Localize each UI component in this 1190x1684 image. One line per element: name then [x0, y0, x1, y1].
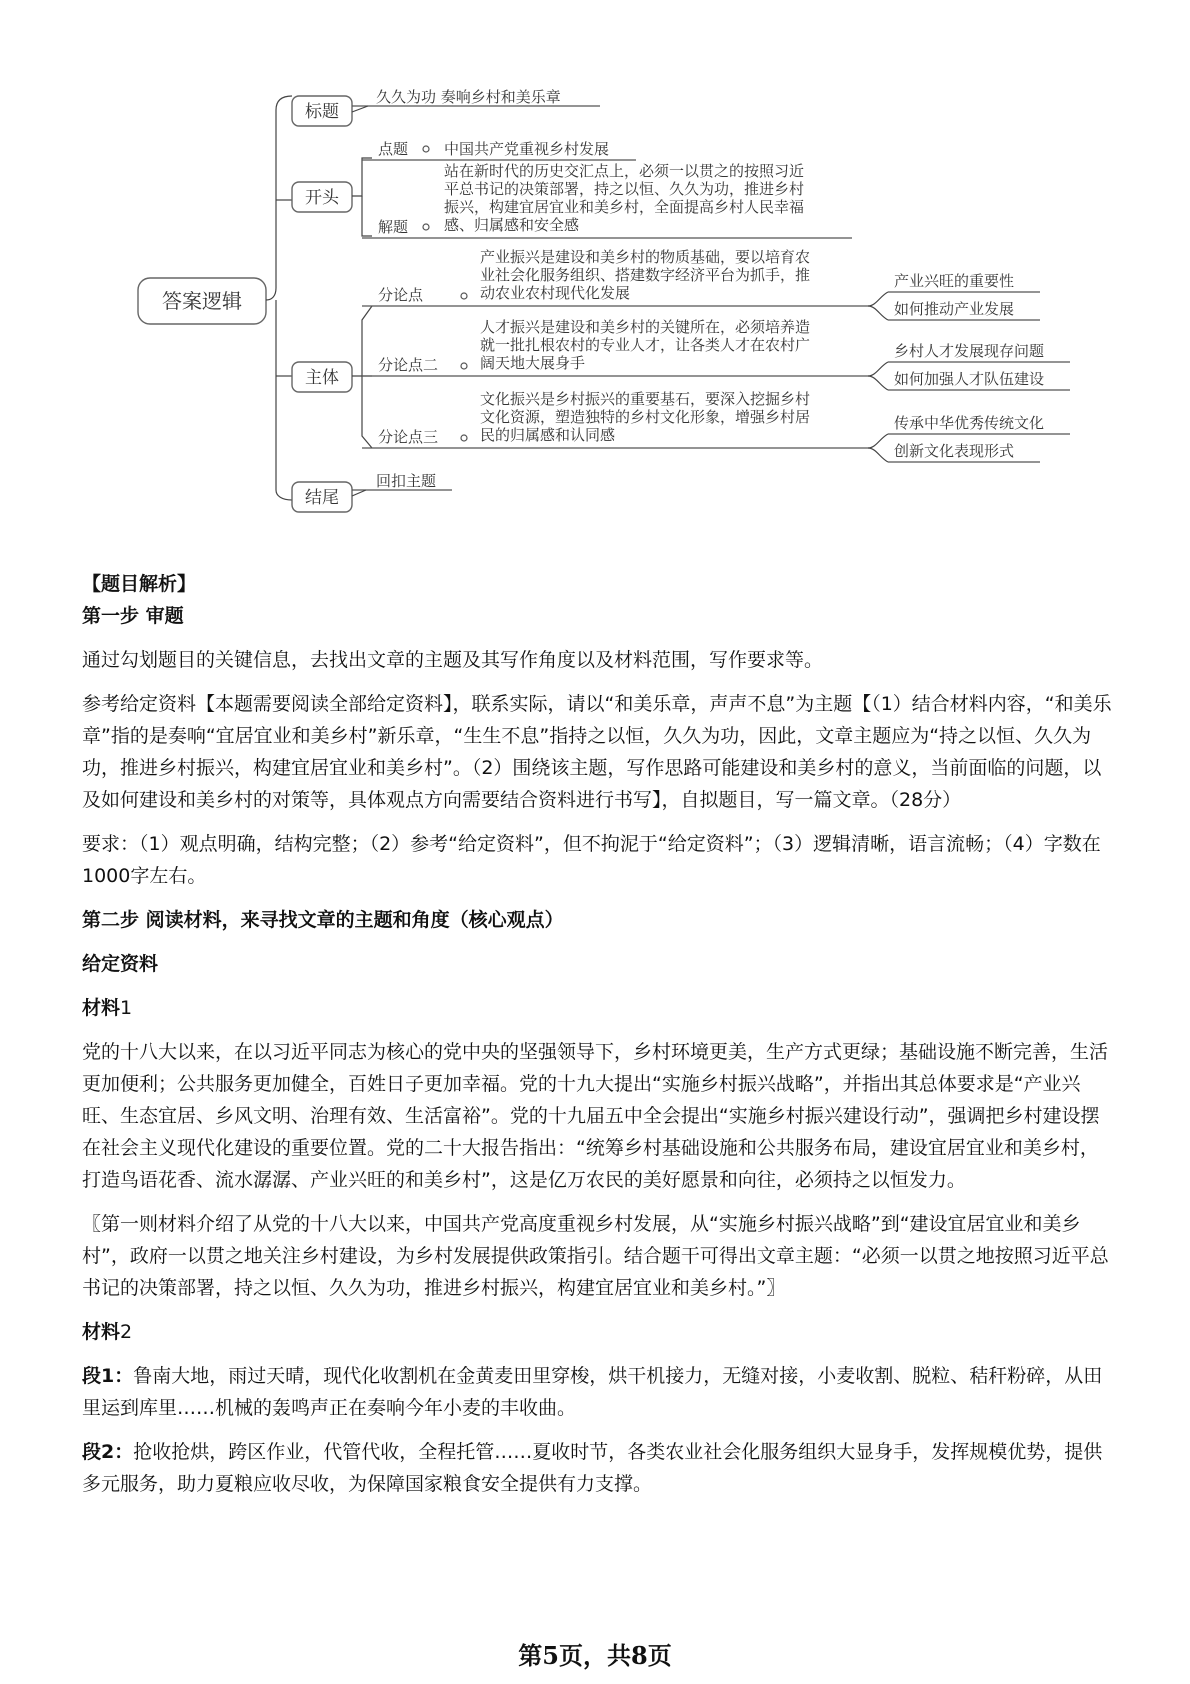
material2-heading-number: 2	[120, 1321, 133, 1343]
point2-leaf-connector-2	[868, 376, 888, 390]
body-connector-3	[362, 376, 372, 448]
explain-dot	[423, 224, 429, 230]
step1-text: 通过勾划题目的关键信息，去找出文章的主题及其写作角度以及材料范围，写作要求等。	[82, 649, 824, 671]
leaf-3b: 创新文化表现形式	[894, 442, 1015, 460]
material2-heading-word: 材料	[82, 1321, 121, 1343]
explain-line-3: 振兴，构建宜居宜业和美乡村，全面提高乡村人民幸福	[444, 198, 805, 216]
point2-line-1: 人才振兴是建设和美乡村的关键所在，必须培养造	[480, 318, 811, 336]
title-link	[352, 106, 368, 112]
given-materials-heading: 给定资料	[82, 953, 159, 975]
body-connector-1	[352, 306, 372, 376]
point-dot	[423, 146, 429, 152]
explain-text	[444, 162, 804, 234]
material2-paragraph-2	[82, 1436, 1112, 1500]
ending-text: 回扣主题	[376, 472, 437, 490]
leaf-2a: 乡村人才发展现存问题	[894, 342, 1045, 360]
point3-line-1: 文化振兴是乡村振兴的重要基石，要深入挖掘乡村	[480, 390, 811, 408]
material1-heading	[82, 992, 1112, 1024]
opening-connector-explain	[362, 196, 372, 236]
material1-heading-word: 材料	[82, 997, 121, 1019]
point3-line-2: 文化资源，塑造独特的乡村文化形象，增强乡村居	[480, 408, 811, 426]
paragraph-2-text: 抢收抢烘，跨区作业，代管代收，全程托管……夏收时节，各类农业社会化服务组织大显身手，发挥规模优势，提供多元服务，助力夏粮应收尽收，为保障国家粮食安全提供有力支撑。	[82, 1441, 1103, 1495]
point1-line-1: 产业振兴是建设和美乡村的物质基础，要以培育农	[480, 248, 811, 266]
leaf-3a: 传承中华优秀传统文化	[894, 414, 1045, 432]
point1-line-3: 动农业农村现代化发展	[480, 284, 631, 302]
explain-line-2: 平总书记的决策部署，持之以恒、久久为功，推进乡村	[444, 180, 805, 198]
explain-line-1: 站在新时代的历史交汇点上，必须一以贯之的按照习近	[444, 162, 805, 180]
reference-paragraph: 参考给定资料【本题需要阅读全部给定资料】，联系实际，请以“和美乐章，声声不息”为主题【（1）结合材料内容，“和美乐章”指的是奏响“宜居宜业和美乡村”新乐章，“生生不息”指持之以恒，久久为功，因此，文章主题应为“持之以恒、久久为功，推进乡村振兴，构建宜居宜业和美乡村”。（2）围绕该主题，写作思路可能建设和美乡村的意义，当前面临的问题，以及如何建设和美乡村的对策等，具体观点方向需要结合资料进行书写】，自拟题目，写一篇文章。（28分）	[82, 693, 1112, 811]
step2-heading: 第二步 阅读材料，来寻找文章的主题和角度（核心观点）	[82, 909, 564, 931]
point1-leaf-connector-1	[868, 292, 888, 306]
title-text: 久久为功 奏响乡村和美乐章	[376, 88, 561, 106]
point3-dot	[461, 435, 467, 441]
paragraph-2-label: 段2：	[82, 1441, 134, 1463]
point3-leaf-connector-1	[868, 434, 888, 448]
material1-heading-number: 1	[120, 997, 133, 1019]
analysis-content	[82, 568, 1112, 1500]
point-text: 中国共产党重视乡村发展	[444, 140, 610, 158]
point3-line-3: 民的归属感和认同感	[480, 426, 616, 444]
requirements-paragraph: 要求：（1）观点明确，结构完整；（2）参考“给定资料”，但不拘泥于“给定资料”；（3）逻辑清晰，语言流畅；（4）字数在1000字左右。	[82, 833, 1101, 887]
leaf-1b: 如何推动产业发展	[894, 300, 1015, 318]
point2-dot	[461, 363, 467, 369]
connector-ending	[276, 300, 292, 500]
material1-note: 〖第一则材料介绍了从党的十八大以来，中国共产党高度重视乡村发展，从“实施乡村振兴战略”到“建设宜居宜业和美乡村”，政府一以贯之地关注乡村建设，为乡村发展提供政策指引。结合题干可得出文章主题：“必须一以贯之地按照习近平总书记的决策部署，持之以恒、久久为功，推进乡村振兴，构建宜居宜业和美乡村。”〗	[82, 1213, 1109, 1299]
root-label: 答案逻辑	[162, 289, 242, 313]
page-number: 第5页，共8页	[518, 1641, 672, 1670]
point3-label: 分论点三	[378, 428, 439, 446]
material2-heading	[82, 1316, 1112, 1348]
connector-title	[266, 96, 292, 300]
point2-line-2: 就一批扎根农村的专业人才，让各类人才在农村广	[480, 336, 811, 354]
point1-dot	[461, 293, 467, 299]
point1-leaf-connector-2	[868, 306, 888, 320]
material1-text: 党的十八大以来，在以习近平同志为核心的党中央的坚强领导下，乡村环境更美，生产方式更绿；基础设施不断完善，生活更加便利；公共服务更加健全，百姓日子更加幸福。党的十九大提出“实施乡村振兴战略”，并指出其总体要求是“产业兴旺、生态宜居、乡风文明、治理有效、生活富裕”。党的十九届五中全会提出“实施乡村振兴建设行动”，强调把乡村建设摆在社会主义现代化建设的重要位置。党的二十大报告指出：“统筹乡村基础设施和公共服务布局，建设宜居宜业和美乡村，打造鸟语花香、流水潺潺、产业兴旺的和美乡村”，这是亿万农民的美好愿景和向往，必须持之以恒发力。	[82, 1041, 1109, 1191]
leaf-1a: 产业兴旺的重要性	[894, 272, 1015, 290]
opening-connector-point	[352, 158, 372, 196]
explain-label: 解题	[378, 218, 409, 236]
point2-line-3: 阔天地大展身手	[480, 354, 586, 372]
point1-label: 分论点	[378, 286, 424, 304]
point3-leaf-connector-2	[868, 448, 888, 462]
paragraph-1-label: 段1：	[82, 1365, 134, 1387]
paragraph-1-text: 鲁南大地，雨过天晴，现代化收割机在金黄麦田里穿梭，烘干机接力，无缝对接，小麦收割、脱粒、秸秆粉碎，从田里运到库里……机械的轰鸣声正在奏响今年小麦的丰收曲。	[82, 1365, 1103, 1419]
ending-link	[352, 490, 366, 496]
point2-leaf-connector-1	[868, 362, 888, 376]
explain-line-4: 感、归属感和安全感	[444, 216, 580, 234]
point1-line-2: 业社会化服务组织、搭建数字经济平台为抓手，推	[480, 266, 811, 284]
title-node-label: 标题	[305, 102, 339, 122]
body-node-label: 主体	[305, 368, 339, 388]
leaf-2b: 如何加强人才队伍建设	[894, 370, 1045, 388]
ending-node-label: 结尾	[305, 488, 339, 508]
opening-node-label: 开头	[305, 188, 339, 208]
step1-heading: 第一步 审题	[82, 605, 184, 627]
answer-logic-mindmap	[0, 0, 1190, 520]
point2-label: 分论点二	[378, 356, 439, 374]
material2-paragraph-1	[82, 1360, 1112, 1424]
analysis-heading: 【题目解析】	[82, 573, 197, 595]
point-label: 点题	[378, 140, 409, 158]
